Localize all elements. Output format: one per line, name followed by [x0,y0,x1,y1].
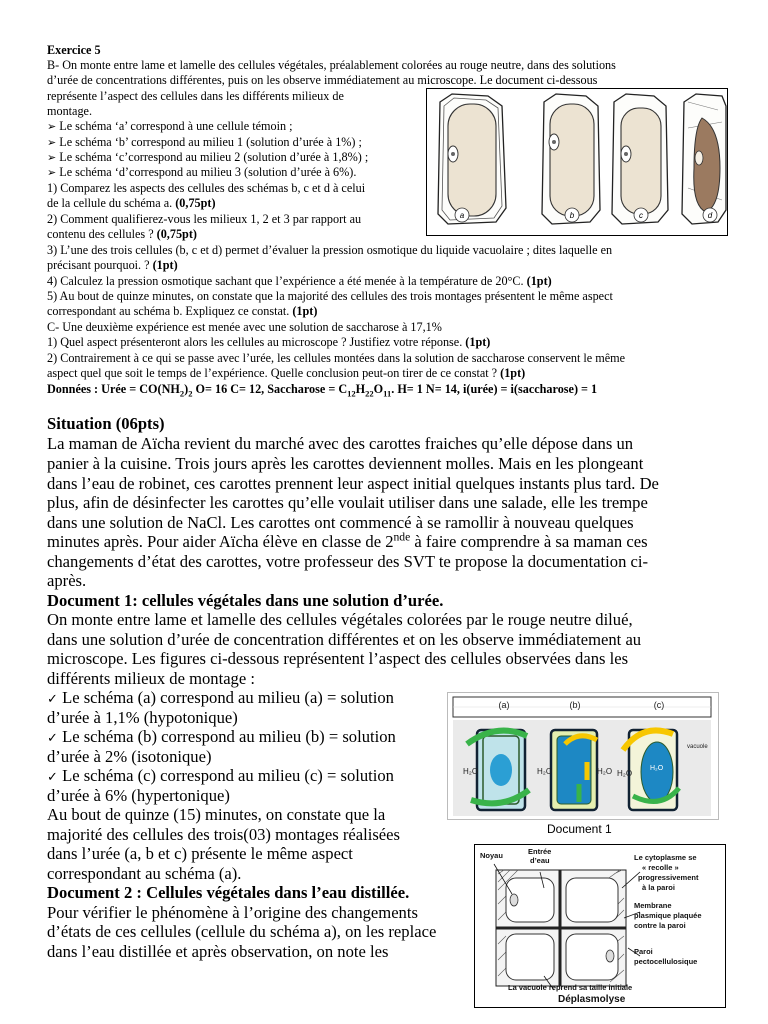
question-1: 1) Comparez les aspects des cellules des schémas b, c et d à celui [47,181,366,195]
label-cytoplasm: Le cytoplasme se [634,853,697,862]
doc1-item-b-cont: d’urée à 2% (isotonique) [47,747,212,766]
doc1-col-b: (b) [569,700,581,710]
question-c2-cont: aspect quel que soit le temps de l’expérience. Quelle conclusion peut-on tirer de ce constat ? (1pt) [47,366,526,380]
label-paroi: pectocellulosique [634,957,698,966]
document-1-figure [447,692,719,820]
question-3: 3) L’une des trois cellules (b, c et d) permet d’évaluer la pression osmotique du liquide vacuolaire ; dites laquelle en [47,243,613,257]
doc1-line: On monte entre lame et lamelle des cellules végétales colorées par le rouge neutre dilué, [47,610,633,629]
situation-line: changements d’état des carottes, votre professeur des SVT te propose la documentation ci- [47,552,649,571]
deplasmolysis-figure [474,844,726,1008]
doc1-item-a: ✓ Le schéma (a) correspond au milieu (a) = solution [47,688,394,707]
label-vacuole: La vacuole reprend sa taille initiale [508,983,633,992]
doc1-item-c: ✓ Le schéma (c) correspond au milieu (c) = solution [47,766,394,785]
intro-line: B- On monte entre lame et lamelle des cellules végétales, préalablement colorées au rouge neutre, dans des solutions [47,58,616,72]
question-3-cont: précisant pourquoi. ? (1pt) [47,258,178,272]
fig-label-d: d [707,211,713,220]
question-1-cont: de la cellule du schéma a. (0,75pt) [47,196,216,210]
label-paroi: Paroi [634,947,653,956]
h2o-label: H₂O [617,769,633,778]
label-noyau: Noyau [480,851,503,860]
bullet-b: ➢ Le schéma ‘b’ correspond au milieu 1 (solution d’urée à 1%) ; [47,135,362,149]
situation-line: dans une solution de NaCl. Les carottes ont commencé à se ramollir à nouveau quelques [47,513,634,532]
label-membrane: contre la paroi [634,921,686,930]
deplasmolysis-title: Déplasmolyse [558,994,626,1005]
label-entree: Entrée [528,847,552,856]
cells-figure-abcd [426,88,728,236]
intro-line: représente l’aspect des cellules dans les différents milieux de [47,89,344,103]
doc2-line: d’états de ces cellules (cellule du schéma a), on les replace [47,922,437,941]
cell-b [542,94,600,224]
doc1-col-a: (a) [498,700,510,710]
doc1-observation: majorité des cellules des trois(03) montages réalisées [47,825,400,844]
vacuole-label: vacuole [687,744,708,750]
question-2: 2) Comment qualifierez-vous les milieux 1, 2 et 3 par rapport au [47,212,362,226]
doc1-line: différents milieux de montage : [47,669,255,688]
document-2-title: Document 2 : Cellules végétales dans l’eau distillée. [47,883,410,902]
label-entree: d’eau [530,856,550,865]
intro-line: montage. [47,104,93,118]
question-5-cont: correspondant au schéma b. Expliquez ce constat. (1pt) [47,304,318,318]
document-1-title: Document 1: cellules végétales dans une solution d’urée. [47,591,444,610]
doc1-col-c: (c) [653,700,665,710]
situation-line: panier à la cuisine. Trois jours après les carottes deviennent molles. Mais en les plongeant [47,454,644,473]
doc2-line: dans l’eau distillée et après observation, on note les [47,942,389,961]
doc1-item-b: ✓ Le schéma (b) correspond au milieu (b) = solution [47,727,396,746]
intro-line: d’urée de concentrations différentes, puis on les observe immédiatement au microscope. Le document ci-dessous [47,73,598,87]
doc1-line: microscope. Les figures ci-dessous représentent l’aspect des cellules observées dans les [47,649,629,668]
situation-line: La maman de Aïcha revient du marché avec des carottes fraiches qu’elle dépose dans un [47,434,634,453]
doc1-line: dans une solution d’urée de concentration différentes et on les observe immédiatement au [47,630,642,649]
question-c1: 1) Quel aspect présenteront alors les cellules au microscope ? Justifiez votre réponse. (1pt) [47,335,491,349]
fig-label-b: b [569,211,575,220]
label-cytoplasm: à la paroi [642,883,675,892]
label-membrane: plasmique plaquée [634,911,702,920]
question-2-cont: contenu des cellules ? (0,75pt) [47,227,197,241]
bullet-c: ➢ Le schéma ‘c’correspond au milieu 2 (solution d’urée à 1,8%) ; [47,150,369,164]
h2o-label: H₂O [650,765,664,772]
h2o-label: H₂O [537,767,553,776]
fig-label-c: c [639,211,643,220]
doc2-line: Pour vérifier le phénomène à l’origine des changements [47,903,418,922]
part-c: C- Une deuxième expérience est menée avec une solution de saccharose à 17,1% [47,320,442,334]
check-icon: ✓ [47,731,58,746]
doc1-item-a-cont: d’urée à 1,1% (hypotonique) [47,708,238,727]
situation-line: plus, afin de désinfecter les carottes qu’elle voulait utiliser dans une salade, elle les trempe [47,493,648,512]
question-4: 4) Calculez la pression osmotique sachant que l’expérience a été menée à la température de 20°C. (1pt) [47,274,552,288]
label-membrane: Membrane [634,901,672,910]
doc1-item-c-cont: d’urée à 6% (hypertonique) [47,786,230,805]
cell-d [682,94,726,224]
doc1-observation: dans l’urée (a, b et c) présente le même aspect [47,844,353,863]
situation-line: après. [47,571,87,590]
situation-title: Situation (06pts) [47,414,165,433]
question-c2: 2) Contrairement à ce qui se passe avec l’urée, les cellules montées dans la solution de saccharose conservent le même [47,351,626,365]
h2o-label: H₂O [597,767,613,776]
cell-a [438,94,506,224]
situation-line: minutes après. Pour aider Aïcha élève en classe de 2nde à faire comprendre à sa maman ces [47,530,648,551]
label-cytoplasm: progressivement [638,873,699,882]
check-icon: ✓ [47,692,58,707]
doc1-observation: correspondant au schéma (a). [47,864,242,883]
label-cytoplasm: « recolle » [642,863,679,872]
h2o-label: H₂O [463,767,479,776]
bullet-d: ➢ Le schéma ‘d’correspond au milieu 3 (solution d’urée à 6%). [47,165,357,179]
exercise-title: Exercice 5 [47,43,101,57]
doc1-observation: Au bout de quinze (15) minutes, on constate que la [47,805,386,824]
fig-label-a: a [459,211,465,220]
check-icon: ✓ [47,770,58,785]
data-givens: Données : Urée = $CO(NH_2)_2$ O= 16 C= 12, Saccharose = $C_{12}H_{22}O_{11}$. H= 1 N= 14, i(urée) = i(saccharose) = 1 [47,382,598,399]
question-5: 5) Au bout de quinze minutes, on constate que la majorité des cellules des trois montages présentent le même aspect [47,289,613,303]
cell-c [612,94,668,224]
situation-line: dans l’eau de robinet, ces carottes prennent leur aspect initial quelques instants plus tard. De [47,474,659,493]
bullet-a: ➢ Le schéma ‘a’ correspond à une cellule témoin ; [47,119,293,133]
doc1-cell-a [463,730,529,810]
document-1-caption: Document 1 [547,822,612,836]
